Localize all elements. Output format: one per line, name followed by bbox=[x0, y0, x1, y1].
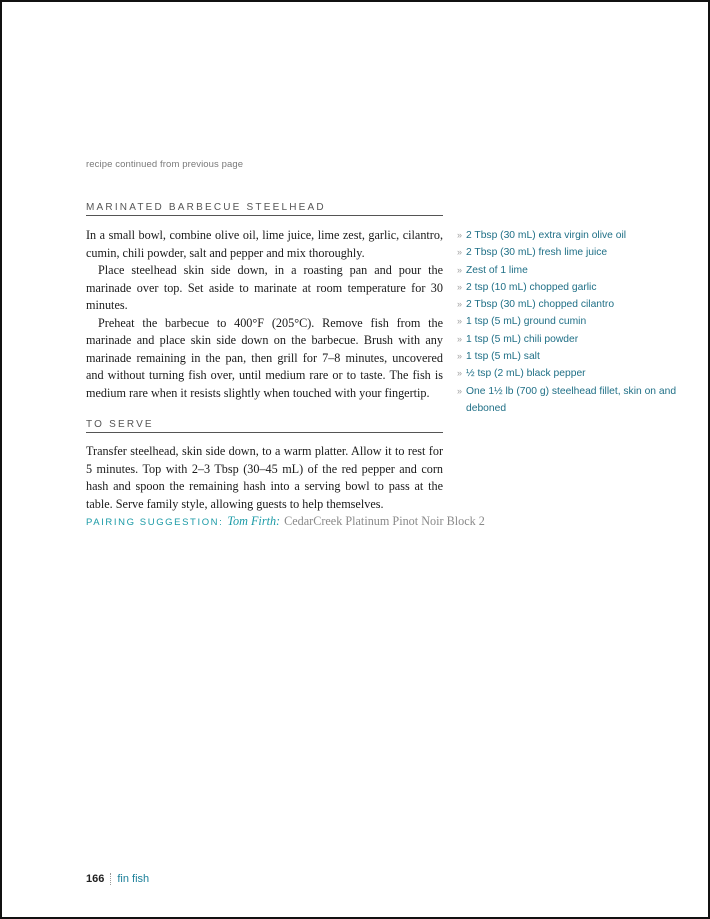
ingredient-text: 2 Tbsp (30 mL) fresh lime juice bbox=[466, 247, 608, 259]
pairing-label: PAIRING SUGGESTION: bbox=[86, 517, 224, 528]
recipe-section-heading: MARINATED BARBECUE STEELHEAD bbox=[86, 202, 443, 216]
pairing-wine: CedarCreek Platinum Pinot Noir Block 2 bbox=[284, 514, 485, 528]
page-number: 166 bbox=[86, 873, 105, 885]
serve-paragraph: Transfer steelhead, skin side down, to a warm platter. Allow it to rest for 5 minutes. Top with 2–3 Tbsp (30–45 mL) of the red pepper and corn hash and spoon the remaining hash into a serving bowl to pass at the table. Serve family style, allowing guests to help themselves. bbox=[86, 444, 443, 511]
page-footer bbox=[86, 873, 149, 885]
continued-note: recipe continued from previous page bbox=[86, 159, 244, 170]
ingredient-text: 1 tsp (5 mL) salt bbox=[466, 351, 540, 363]
ingredient-text: ½ tsp (2 mL) black pepper bbox=[466, 368, 586, 380]
ingredient-list bbox=[457, 227, 682, 417]
ingredient-item bbox=[457, 262, 682, 279]
ingredient-text: Zest of 1 lime bbox=[466, 264, 528, 276]
pairing-suggestion bbox=[86, 512, 485, 530]
ingredient-text: 2 Tbsp (30 mL) chopped cilantro bbox=[466, 299, 615, 311]
ingredient-text: 2 tsp (10 mL) chopped garlic bbox=[466, 281, 597, 293]
ingredient-item bbox=[457, 348, 682, 365]
ingredient-text: 2 Tbsp (30 mL) extra virgin olive oil bbox=[466, 230, 627, 241]
ingredient-item bbox=[457, 296, 682, 313]
bullet-icon: » bbox=[457, 281, 463, 292]
pairing-author: Tom Firth: bbox=[227, 514, 281, 528]
serve-text bbox=[86, 443, 443, 513]
ingredient-item bbox=[457, 383, 682, 418]
ingredient-item bbox=[457, 365, 682, 382]
ingredient-text: One 1½ lb (700 g) steelhead fillet, skin on and deboned bbox=[466, 385, 677, 414]
chapter-name: fin fish bbox=[117, 873, 150, 885]
method-text bbox=[86, 227, 443, 402]
bullet-icon: » bbox=[457, 385, 463, 396]
bullet-icon: » bbox=[457, 264, 463, 275]
ingredient-item bbox=[457, 244, 682, 261]
method-paragraph: In a small bowl, combine olive oil, lime juice, lime zest, garlic, cilantro, cumin, chili powder, salt and pepper and mix thoroughly. bbox=[86, 228, 443, 260]
ingredient-item bbox=[457, 227, 682, 244]
bullet-icon: » bbox=[457, 247, 463, 258]
ingredient-item bbox=[457, 331, 682, 348]
ingredient-item bbox=[457, 313, 682, 330]
method-paragraph: Preheat the barbecue to 400°F (205°C). Remove fish from the marinade and place skin side down on the barbecue. Brush with any marinade remaining in the pan, then grill for 7–8 minutes, uncovered and without turning fish over, until medium rare or to taste. The fish is medium rare when it resists slightly when touched with your fingertip. bbox=[86, 315, 443, 400]
bullet-icon: » bbox=[457, 316, 463, 327]
footer-divider bbox=[110, 873, 111, 885]
method-paragraph: Place steelhead skin side down, in a roasting pan and pour the marinade over top. Set aside to marinate at room temperature for 30 minutes. bbox=[86, 263, 443, 312]
bullet-icon: » bbox=[457, 333, 463, 344]
bullet-icon: » bbox=[457, 368, 463, 379]
ingredient-text: 1 tsp (5 mL) ground cumin bbox=[466, 316, 587, 328]
bullet-icon: » bbox=[457, 299, 463, 310]
bullet-icon: » bbox=[457, 351, 463, 362]
bullet-icon: » bbox=[457, 230, 463, 240]
ingredient-item bbox=[457, 279, 682, 296]
ingredient-text: 1 tsp (5 mL) chili powder bbox=[466, 333, 579, 345]
serve-section-heading: TO SERVE bbox=[86, 419, 443, 433]
